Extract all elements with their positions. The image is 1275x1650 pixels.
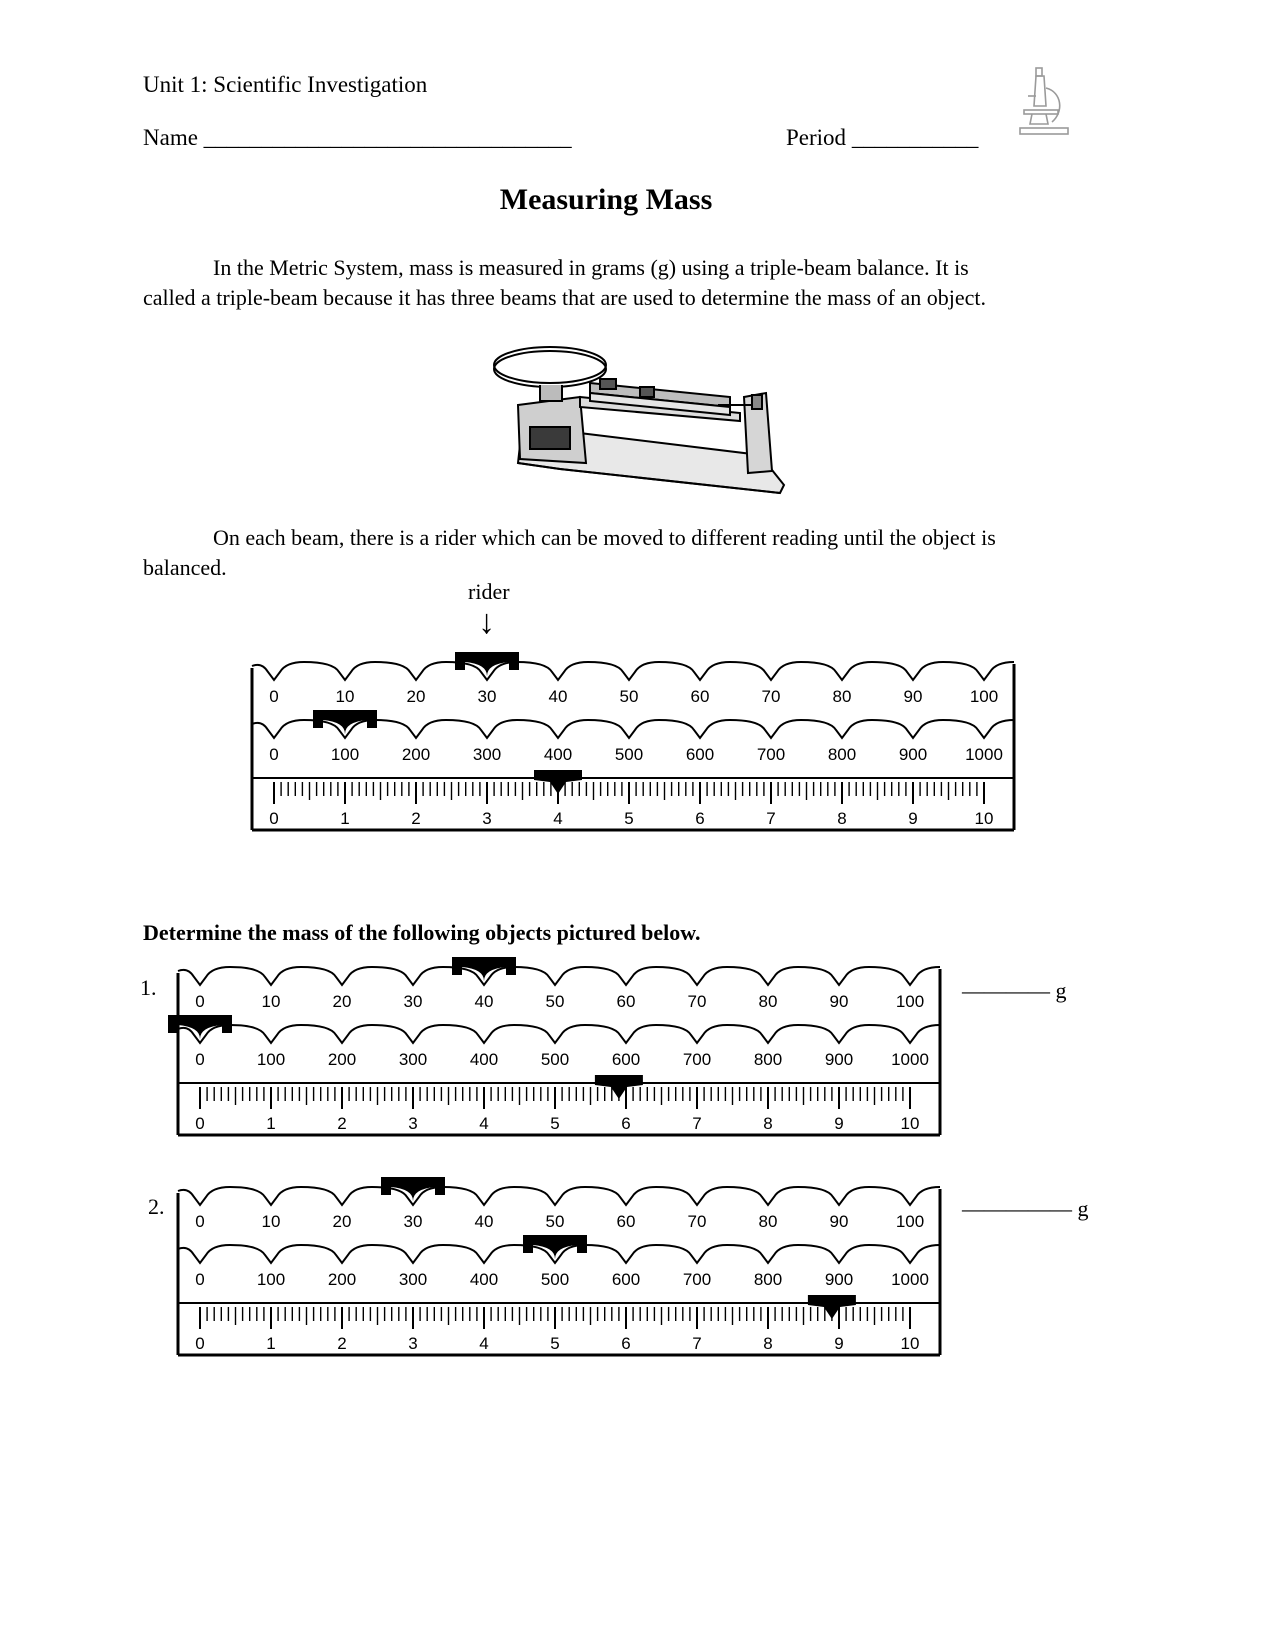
top-scale-label: 80 — [758, 992, 778, 1011]
middle-scale-label: 300 — [472, 745, 502, 764]
triple-beam-balance-icon — [490, 335, 790, 500]
bottom-scale-label: 3 — [408, 1114, 418, 1133]
bottom-scale-label: 8 — [763, 1334, 773, 1353]
bottom-scale-label: 7 — [692, 1114, 702, 1133]
top-scale-label: 0 — [195, 1212, 205, 1231]
bottom-rider — [595, 1075, 643, 1099]
bottom-scale-label: 9 — [834, 1334, 844, 1353]
top-scale-label: 50 — [619, 687, 639, 706]
bottom-scale-label: 8 — [837, 809, 847, 828]
top-rider — [452, 957, 516, 981]
bottom-scale-label: 4 — [479, 1334, 489, 1353]
bottom-scale-label: 5 — [550, 1334, 560, 1353]
problem-1-unit: g — [1055, 978, 1067, 1003]
rider-line-1: On each beam, there is a rider which can be moved to different reading until the object is — [213, 525, 996, 550]
middle-scale-label: 200 — [327, 1270, 357, 1289]
top-scale-label: 100 — [969, 687, 999, 706]
bottom-scale-label: 1 — [266, 1334, 276, 1353]
page-title: Measuring Mass — [499, 183, 713, 216]
top-rider-shape — [381, 1177, 445, 1201]
top-scale-label: 70 — [687, 992, 707, 1011]
top-scale-label: 0 — [269, 687, 279, 706]
top-beam-notches — [178, 1187, 940, 1205]
top-scale-label: 40 — [474, 992, 494, 1011]
bottom-scale-label: 6 — [621, 1114, 631, 1133]
problem-1-blank: ———— — [962, 978, 1056, 1003]
period-blank: ___________ — [851, 125, 979, 150]
middle-scale-label: 500 — [540, 1270, 570, 1289]
middle-scale-label: 1000 — [891, 1050, 929, 1069]
rider-paragraph — [143, 523, 1143, 583]
top-scale-label: 70 — [687, 1212, 707, 1231]
middle-scale-label: 900 — [898, 745, 928, 764]
bottom-scale-label: 10 — [900, 1334, 920, 1353]
middle-scale-label: 100 — [330, 745, 360, 764]
bottom-scale-label: 0 — [195, 1114, 205, 1133]
name-field[interactable] — [143, 125, 572, 151]
top-scale-label: 20 — [406, 687, 426, 706]
instructions: Determine the mass of the following objects pictured below. — [143, 920, 701, 945]
top-rider-shape — [455, 652, 519, 676]
middle-rider — [313, 710, 377, 734]
bottom-scale-label: 4 — [553, 809, 563, 828]
middle-scale-label: 500 — [614, 745, 644, 764]
top-beam-notches — [178, 967, 940, 985]
name-blank: ________________________________ — [203, 125, 572, 150]
bottom-scale-label: 10 — [900, 1114, 920, 1133]
top-scale-label: 60 — [616, 992, 636, 1011]
middle-scale-label: 100 — [256, 1050, 286, 1069]
bottom-scale-label: 9 — [834, 1114, 844, 1133]
middle-scale-label: 800 — [753, 1050, 783, 1069]
bottom-scale-label: 2 — [411, 809, 421, 828]
top-rider — [455, 652, 519, 676]
top-scale-label: 90 — [829, 992, 849, 1011]
rider-label: rider — [468, 579, 510, 604]
top-scale-label: 30 — [403, 992, 423, 1011]
top-scale-label: 50 — [545, 1212, 565, 1231]
intro-paragraph — [143, 253, 1143, 313]
name-label: Name — [143, 125, 198, 150]
bottom-rider — [808, 1295, 856, 1319]
problem-1-answer[interactable] — [962, 978, 1067, 1004]
middle-beam-notches — [178, 1025, 940, 1043]
bottom-scale-label: 1 — [266, 1114, 276, 1133]
problem-1-number: 1. — [140, 975, 157, 1000]
bottom-scale-label: 7 — [692, 1334, 702, 1353]
top-scale-label: 30 — [477, 687, 497, 706]
middle-scale-label: 800 — [753, 1270, 783, 1289]
middle-scale-label: 1000 — [891, 1270, 929, 1289]
bottom-scale-label: 5 — [624, 809, 634, 828]
bottom-scale-label: 3 — [408, 1334, 418, 1353]
middle-scale-label: 800 — [827, 745, 857, 764]
top-scale-label: 100 — [895, 1212, 925, 1231]
middle-scale-label: 1000 — [965, 745, 1003, 764]
middle-scale-label: 700 — [682, 1270, 712, 1289]
top-scale-label: 80 — [758, 1212, 778, 1231]
top-rider-shape — [452, 957, 516, 981]
middle-scale-label: 100 — [256, 1270, 286, 1289]
bottom-scale-label: 6 — [695, 809, 705, 828]
period-label: Period — [786, 125, 847, 150]
bottom-scale-label: 0 — [269, 809, 279, 828]
middle-scale-label: 400 — [469, 1050, 499, 1069]
middle-scale-label: 0 — [269, 745, 279, 764]
top-scale-label: 10 — [261, 1212, 281, 1231]
middle-beam-notches — [252, 720, 1014, 738]
middle-scale-label: 600 — [611, 1270, 641, 1289]
intro-line-2: called a triple-beam because it has three beams that are used to determine the mass of an object. — [143, 285, 986, 310]
top-scale-label: 0 — [195, 992, 205, 1011]
problem-1-beam-diagram — [174, 955, 944, 1142]
middle-scale-label: 200 — [401, 745, 431, 764]
middle-scale-label: 600 — [685, 745, 715, 764]
bottom-scale-label: 1 — [340, 809, 350, 828]
unit-title: Unit 1: Scientific Investigation — [143, 72, 428, 97]
top-scale-label: 40 — [548, 687, 568, 706]
bottom-scale-label: 2 — [337, 1114, 347, 1133]
top-scale-label: 90 — [903, 687, 923, 706]
rider-line-2: balanced. — [143, 555, 227, 580]
bottom-rider — [534, 770, 582, 794]
middle-scale-label: 500 — [540, 1050, 570, 1069]
top-scale-label: 40 — [474, 1212, 494, 1231]
top-scale-label: 80 — [832, 687, 852, 706]
bottom-scale-label: 2 — [337, 1334, 347, 1353]
bottom-scale-label: 8 — [763, 1114, 773, 1133]
middle-scale-label: 600 — [611, 1050, 641, 1069]
rider-arrow-icon: ↓ — [478, 604, 495, 641]
middle-rider — [523, 1235, 587, 1259]
middle-scale-label: 700 — [682, 1050, 712, 1069]
middle-scale-label: 300 — [398, 1270, 428, 1289]
top-scale-label: 50 — [545, 992, 565, 1011]
top-scale-label: 10 — [261, 992, 281, 1011]
example-beam-diagram — [248, 650, 1018, 837]
middle-scale-label: 900 — [824, 1050, 854, 1069]
top-scale-label: 100 — [895, 992, 925, 1011]
top-scale-label: 20 — [332, 1212, 352, 1231]
top-rider — [381, 1177, 445, 1201]
bottom-scale-label: 4 — [479, 1114, 489, 1133]
top-scale-label: 70 — [761, 687, 781, 706]
microscope-icon — [1018, 66, 1070, 145]
top-scale-label: 60 — [616, 1212, 636, 1231]
top-scale-label: 10 — [335, 687, 355, 706]
bottom-scale-label: 3 — [482, 809, 492, 828]
bottom-scale-label: 5 — [550, 1114, 560, 1133]
bottom-scale-label: 7 — [766, 809, 776, 828]
middle-rider-shape — [523, 1235, 587, 1259]
middle-scale-label: 0 — [195, 1050, 205, 1069]
problem-2-unit: g — [1077, 1196, 1089, 1221]
intro-line-1: In the Metric System, mass is measured in grams (g) using a triple-beam balance. It is — [213, 255, 969, 280]
top-scale-label: 60 — [690, 687, 710, 706]
bottom-scale-label: 0 — [195, 1334, 205, 1353]
bottom-scale-label: 9 — [908, 809, 918, 828]
middle-scale-label: 0 — [195, 1270, 205, 1289]
middle-scale-label: 400 — [543, 745, 573, 764]
top-scale-label: 20 — [332, 992, 352, 1011]
middle-rider-shape — [313, 710, 377, 734]
top-beam-notches — [252, 662, 1014, 680]
middle-scale-label: 400 — [469, 1270, 499, 1289]
period-field[interactable] — [786, 125, 978, 151]
problem-2-answer[interactable] — [962, 1196, 1089, 1222]
top-scale-label: 90 — [829, 1212, 849, 1231]
problem-2-number: 2. — [148, 1194, 165, 1219]
middle-scale-label: 200 — [327, 1050, 357, 1069]
middle-scale-label: 700 — [756, 745, 786, 764]
top-scale-label: 30 — [403, 1212, 423, 1231]
middle-scale-label: 900 — [824, 1270, 854, 1289]
middle-scale-label: 300 — [398, 1050, 428, 1069]
problem-2-beam-diagram — [174, 1175, 944, 1362]
bottom-scale-label: 6 — [621, 1334, 631, 1353]
problem-2-blank: ————— — [962, 1196, 1078, 1221]
bottom-scale-label: 10 — [974, 809, 994, 828]
